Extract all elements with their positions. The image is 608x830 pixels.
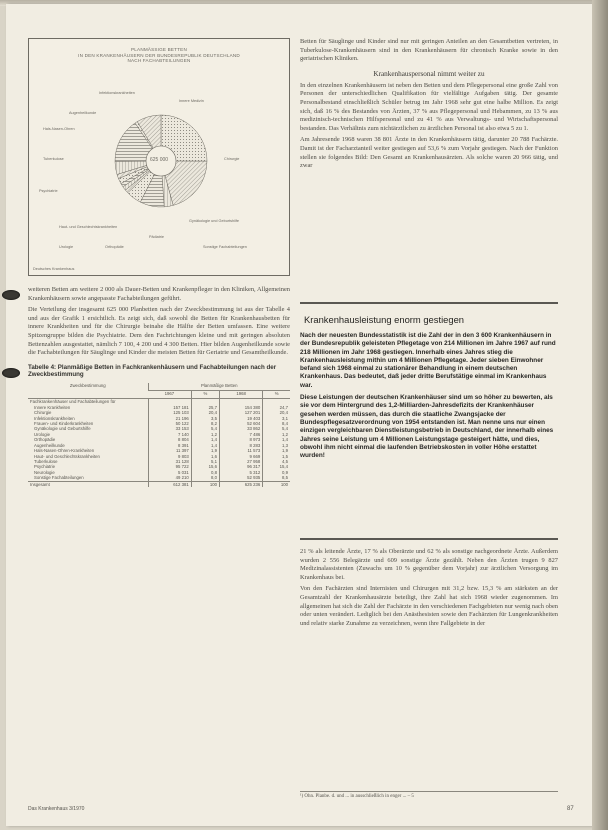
- table-cell-label: Chirurgie: [34, 410, 52, 416]
- label-psychiatrie: Psychiatrie: [39, 189, 58, 193]
- table-cell-label: Gynäkologie und Geburtshilfe: [34, 426, 91, 432]
- pie-center-label: 625 000: [150, 157, 169, 163]
- table-cell-label: Tuberkulose: [34, 458, 58, 464]
- paragraph-aerzte: Am Jahresende 1968 waren 38 801 Ärzte in den Krankenhäusern tätig, darunter 20 788 Fachärzte. Damit ist der Facharztanteil weiter gestiegen auf 53,6 % zum Vorjahr gestiegen. Nach der Funktion stellen sie folgendes Bild: Den Gesamt an Krankenhausärzten. Als solche waren 20 966 tätig, und zwar: [300, 136, 558, 170]
- table-cell-value: 5 031: [148, 470, 191, 475]
- pie-figure: [28, 38, 290, 276]
- table-cell-value: 15,6: [191, 464, 219, 469]
- label-hno: Hals-Nasen-Ohren: [43, 127, 75, 131]
- table-cell-value: 31 128: [148, 459, 191, 464]
- table-cell-value: 4,5: [263, 459, 290, 464]
- table-cell-value: 8 283: [220, 443, 263, 448]
- table-cell-value: 9 669: [220, 454, 263, 459]
- table-cell-label: Infektionskrankheiten: [34, 415, 75, 421]
- label-innere: Innere Medizin: [179, 99, 204, 103]
- table-cell-label: Psychiatrie: [34, 464, 56, 470]
- table-cell-value: 0,9: [263, 470, 290, 475]
- table-cell-value: 1,4: [191, 443, 219, 448]
- table-cell-value: 9 803: [148, 454, 191, 459]
- table-header-pct: %: [263, 391, 290, 399]
- table-cell-value: 5 312: [220, 470, 263, 475]
- table-cell-value: 125 103: [148, 410, 191, 415]
- figure-source: Deutsches Krankenhaus: [33, 267, 75, 271]
- left-column: [28, 38, 290, 487]
- right-column: [300, 38, 558, 174]
- table-cell-label: Frauen- und Kinderkrankheiten: [34, 421, 94, 427]
- right-paragraph-top: Betten für Säuglinge und Kinder sind nur mit geringen Anteilen an den Gesamtbetten vertreten, in Tuberkulose-Krankenhäusern sind in den Krankenhäusern für chronisch Kranke sowie in den geriatrischen Kliniken.: [300, 38, 558, 63]
- table-cell-value: 8,2: [191, 421, 219, 426]
- table-cell-label: Haut- und Geschlechtskrankheiten: [34, 453, 100, 459]
- box-paragraph-2: Diese Leistungen der deutschen Krankenhäuser sind um so höher zu bewerten, als sie vor dem Hintergrund des 1,2-Milliarden-Jahresdefizits der Krankenhäuser gesehen werden müssen, das durch die staatliche Zwangsjacke der Bundespflegesatzverordnung von 1954 entstanden ist. Man nenne uns nur einen einzigen vergleichbaren Dienstleistungsbetrieb in Deutschland, der innerhalb eines Jahres seine Leistung um 4 Millionen Leistungstage gesteigert hätte, und dies, obwohl ihm nicht einmal die laufenden Betriebskosten in voller Höhe erstattet wurden!: [300, 394, 554, 460]
- table-cell-label: Sonstige Fachabteilungen: [34, 475, 84, 481]
- table-cell-value: 5,1: [191, 459, 219, 464]
- table-cell-value: 5,4: [191, 426, 219, 431]
- table-cell-value: 1,4: [263, 437, 290, 442]
- right-bottom-text: [300, 548, 558, 631]
- table-cell-value: 7 486: [220, 432, 263, 437]
- table-cell-value: 8,4: [263, 421, 290, 426]
- table-cell-value: 24,7: [263, 405, 290, 410]
- left-body-text: [28, 286, 290, 358]
- table-cell-value: 21 196: [148, 416, 191, 421]
- label-gyn: Gynäkologie und Geburtshilfe: [189, 219, 240, 223]
- beds-table: [28, 383, 290, 487]
- right-top-text: [300, 38, 558, 64]
- label-augen: Augenheilkunde: [69, 111, 97, 115]
- box-rule-top: [300, 302, 558, 304]
- table-cell-label: Innere Krankheiten: [34, 404, 71, 410]
- label-chirurgie: Chirurgie: [224, 157, 240, 161]
- table-cell-label: Hals-Nasen-Ohren-Krankheiten: [34, 448, 95, 454]
- box-rule-bottom: [300, 538, 558, 540]
- table-cell-value: 1,3: [263, 443, 290, 448]
- label-paediatrie: Pädiatrie: [149, 235, 164, 239]
- table-header-1968: 1968: [220, 391, 263, 399]
- table-cell-value: 52 935: [220, 475, 263, 481]
- paragraph-after-1: 21 % als leitende Ärzte, 17 % als Oberärzte und 62 % als sonstige nachgeordnete Ärzte. Außerdem wurden 2 556 Belegärzte und 609 sonstige Ärzte gezählt. Neben den Ärzten trugen 9 827 Medizinalassistenten (Zuwachs um 10 % gegenüber dem Vorjahr) zur ärztlichen Versorgung im Krankenhaus bei.: [300, 548, 558, 581]
- table-row: [28, 481, 290, 487]
- table-cell-label: Neurologie: [34, 469, 55, 475]
- table-header-group: Planmäßige Betten: [148, 383, 290, 391]
- table-cell-label: Fachkrankenhäuser und Fachabteilungen für: [30, 399, 116, 405]
- table-header-purpose: Zweckbestimmung: [28, 383, 148, 399]
- table-cell-value: 49 210: [148, 475, 191, 481]
- figure-title: PLANMÄSSIGE BETTEN IN DEN KRANKENHÄUSERN DER BUNDESREPUBLIK DEUTSCHLAND NACH FACHABTEILUNGEN: [78, 47, 240, 64]
- paragraph-after-2: Von den Fachärzten sind Internisten und Chirurgen mit 31,2 bzw. 15,3 % am stärksten an der Gesamtzahl der Krankenhausärzte beteiligt, ihre Zahl hat sich 1968 wieder zugenommen. Im allgemeinen hat sich die Zahl der Fachärzte in den verschiedenen Fachgebieten nur wenig nach oben oder unten verändert. Lediglich bei den Anästhesisten sowie den Fachärzten für Lungenkrankheiten und relativ starke Zunahme zu verzeichnen, wenn ihre Fallgebiete in der: [300, 585, 558, 627]
- table-cell-value: 8 973: [220, 437, 263, 442]
- table-cell-value: 1,9: [191, 448, 219, 453]
- label-orthopaedie: Orthopädie: [105, 245, 124, 249]
- box-lead-text: [300, 332, 558, 460]
- table-cell-value: 1,2: [263, 432, 290, 437]
- table-cell-value: 11 397: [148, 448, 191, 453]
- table-header-1967: 1967: [148, 391, 191, 399]
- table-cell-value: 1,4: [191, 437, 219, 442]
- table-cell-value: 1,5: [263, 454, 290, 459]
- table-cell-value: 157 181: [148, 405, 191, 410]
- table-cell-label: Insgesamt: [28, 481, 148, 487]
- table-cell-value: 154 380: [220, 405, 263, 410]
- table-header-pct: %: [191, 391, 219, 399]
- table-cell-value: 33 153: [148, 426, 191, 431]
- table-cell-value: 20,4: [191, 410, 219, 415]
- table-cell-value: 8,5: [263, 475, 290, 481]
- table-cell-value: 7 140: [148, 432, 191, 437]
- box-paragraph-1: Nach der neuesten Bundesstatistik ist die Zahl der in den 3 600 Krankenhäusern in der Bundesrepublik geleisteten Pflegetage von 214 Millionen im Jahre 1967 auf rund 218 Millionen im Jahr 1968 gestiegen. Innerhalb eines Jahres stieg die Krankenhausleistung mithin um 4 Millionen Pflegetage. Jeder sieben Einwohner befand sich 1968 einmal zu stationärer Behandlung in einem deutschen Krankenhaus. Das bedeutet, daß jeder dritte Berufstätige einmal im Krankenhaus war.: [300, 332, 556, 389]
- table-cell-label: Urologie: [34, 431, 51, 437]
- table-cell-value: 100: [263, 481, 290, 487]
- table-cell-value: 8,0: [191, 475, 219, 481]
- highlight-box: [300, 314, 558, 464]
- binder-hole-icon: [2, 368, 20, 378]
- footnote: ¹) Ohn. Planbe. d. und ... in ausschließlich in enger ... – 5: [300, 791, 558, 799]
- table-cell-value: 50 122: [148, 421, 191, 426]
- label-urologie: Urologie: [59, 245, 74, 249]
- table-cell-value: 612 381: [148, 481, 191, 487]
- section-title-personal: Krankenhauspersonal nimmt weiter zu: [373, 69, 485, 78]
- table-cell-value: 3,1: [263, 416, 290, 421]
- table-cell-label: Orthopädie: [34, 437, 56, 443]
- table-cell-value: 1,2: [191, 432, 219, 437]
- table-cell-value: 19 403: [220, 416, 263, 421]
- label-infektion: Infektionskrankheiten: [99, 91, 135, 95]
- page-number: 87: [567, 806, 574, 812]
- table-cell-value: 1,9: [263, 448, 290, 453]
- table-cell-value: 15,4: [263, 464, 290, 469]
- label-haut: Haut- und Geschlechtskrankheiten: [59, 225, 118, 229]
- table-cell-value: 95 722: [148, 464, 191, 469]
- table-cell-value: 8 804: [148, 437, 191, 442]
- table-cell-label: Augenheilkunde: [34, 442, 65, 448]
- table-cell-value: 625 236: [220, 481, 263, 487]
- table-cell-value: 0,8: [191, 470, 219, 475]
- table-cell-value: 5,4: [263, 426, 290, 431]
- label-tbc: Tuberkulose: [43, 157, 64, 161]
- label-sonstige: Sonstige Fachabteilungen: [203, 245, 247, 249]
- binder-hole-icon: [2, 290, 20, 300]
- table-cell-value: 11 573: [220, 448, 263, 453]
- table-title: Tabelle 4: Planmäßige Betten in Fachkrankenhäusern und Fachabteilungen nach der Zweckbestimmung: [28, 363, 277, 379]
- table-cell-value: 25,7: [191, 405, 219, 410]
- table-cell-value: 27 958: [220, 459, 263, 464]
- table-cell-value: 1,6: [191, 454, 219, 459]
- table-cell-value: 20,4: [263, 410, 290, 415]
- box-headline: Krankenhausleistung enorm gestiegen: [304, 314, 465, 325]
- page-edge-shadow: [592, 0, 608, 830]
- table-cell-value: 100: [191, 481, 219, 487]
- table-cell-value: 96 317: [220, 464, 263, 469]
- journal-footer: Das Krankenhaus 3/1970: [28, 806, 85, 812]
- left-paragraph-1: weiteren Betten am weitere 2 000 als Dauer-Betten und Krankenpfleger in den Kliniken, Allgemeinen Krankenhäusern sowie angepasste Fachabteilungen geführt.: [28, 286, 290, 302]
- left-paragraph-2: Die Verteilung der insgesamt 625 000 Planbetten nach der Zweckbestimmung ist aus der Tabelle 4 und aus der Grafik 1 ersichtlich. Es zeigt sich, daß sowohl die Betten für Krankenhausbetten für innere Krankheiten und für die Chirurgie beinahe die Hälfte der Betten umfassen. Eine weitere Spitzengruppe bilden die Psychiatrie. Dem den Fachrichtungen kleine und mit geringen absoluten Bettenzahlen ausgestattet, nämlich 7 100, 4 200 und 4 300 Betten. Hier bilden Augenheilkunde sowie die Fachabteilungen für Säuglinge und Kinder die meisten Betten für Geriatrie und Gesamtheilkunde.: [28, 306, 290, 357]
- table-cell-value: 8 391: [148, 443, 191, 448]
- table-cell-value: 3,5: [191, 416, 219, 421]
- table-cell-value: 33 862: [220, 426, 263, 431]
- right-personal-text: [300, 82, 558, 171]
- paragraph-personal: In den einzelnen Krankenhäusern ist neben den Betten und dem Pflegepersonal eine große Zahl von Personen der unterschiedlichen Qualifikation für vielfältige Aufgaben tätig. Der gesamte Personalbestand einschließlich Schüler betrug im Jahr 1968 sehr gut eine halbe Million. Es zeigt sich, daß 16 % des Bestandes von Ärzten, 37 % aus Pflegepersonal und Hebammen, zu 13 % aus medizinisch-technischen Hilfspersonal und zu 41 % aus Verwaltungs- und Wirtschaftspersonal bestanden. Das Verhältnis zum nichtärztlichen zu ärztlichen Personal ist also etwa 5 zu 1.: [300, 81, 558, 132]
- table-cell-value: 127 201: [220, 410, 263, 415]
- table-cell-value: 52 604: [220, 421, 263, 426]
